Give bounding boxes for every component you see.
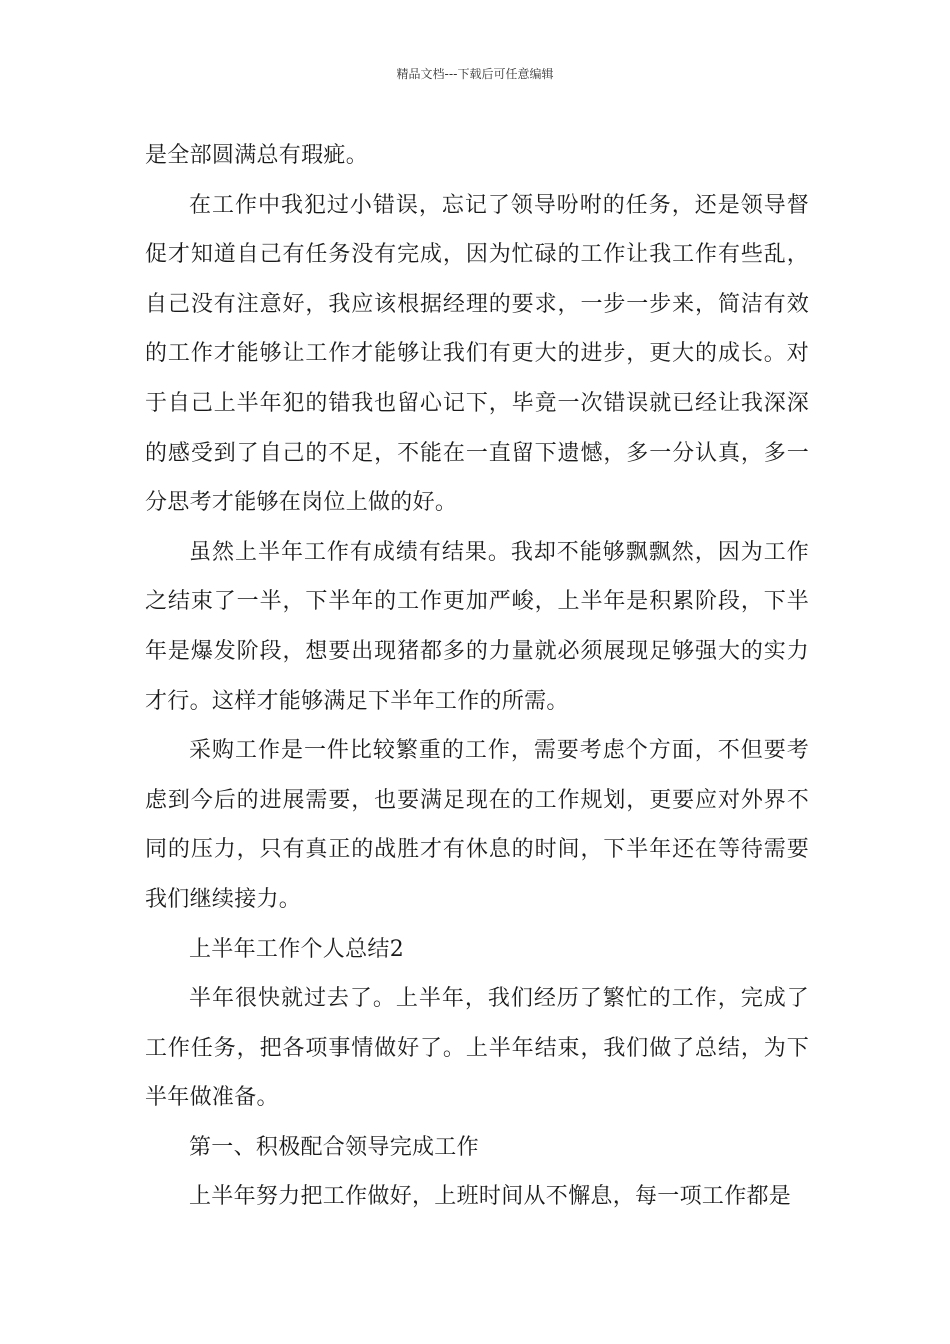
document-body bbox=[145, 131, 809, 1222]
paragraph-2: 在工作中我犯过小错误，忘记了领导吩咐的任务，还是领导督促才知道自己有任务没有完成，因为忙碌的工作让我工作有些乱，自己没有注意好，我应该根据经理的要求，一步一步来，简洁有效的工作才能够让工作才能够让我们有更大的进步，更大的成长。对于自己上半年犯的错我也留心记下，毕竟一次错误就已经让我深深的感受到了自己的不足，不能在一直留下遗憾，多一分认真，多一分思考才能够在岗位上做的好。 bbox=[145, 192, 809, 516]
paragraph-3: 虽然上半年工作有成绩有结果。我却不能够飘飘然，因为工作之结束了一半，下半年的工作更加严峻，上半年是积累阶段，下半年是爆发阶段，想要出现猪都多的力量就必须展现足够强大的实力才行。这样才能够满足下半年工作的所需。 bbox=[145, 539, 809, 714]
paragraph-1: 是全部圆满总有瑕疵。 bbox=[145, 143, 369, 168]
paragraph-6: 上半年努力把工作做好，上班时间从不懈息，每一项工作都是 bbox=[189, 1184, 792, 1210]
section-heading-summary-2: 上半年工作个人总结2 bbox=[189, 936, 404, 962]
paragraph-5: 半年很快就过去了。上半年，我们经历了繁忙的工作，完成了工作任务，把各项事情做好了。上半年结束，我们做了总结，为下半年做准备。 bbox=[145, 986, 809, 1111]
section-heading-first: 第一、积极配合领导完成工作 bbox=[189, 1134, 479, 1160]
paragraph-4: 采购工作是一件比较繁重的工作，需要考虑个方面，不但要考虑到今后的进展需要，也要满足现在的工作规划，更要应对外界不同的压力，只有真正的战胜才有休息的时间，下半年还在等待需要我们继续接力。 bbox=[145, 738, 809, 912]
page-header: 精品文档---下载后可任意编辑 bbox=[396, 67, 554, 81]
